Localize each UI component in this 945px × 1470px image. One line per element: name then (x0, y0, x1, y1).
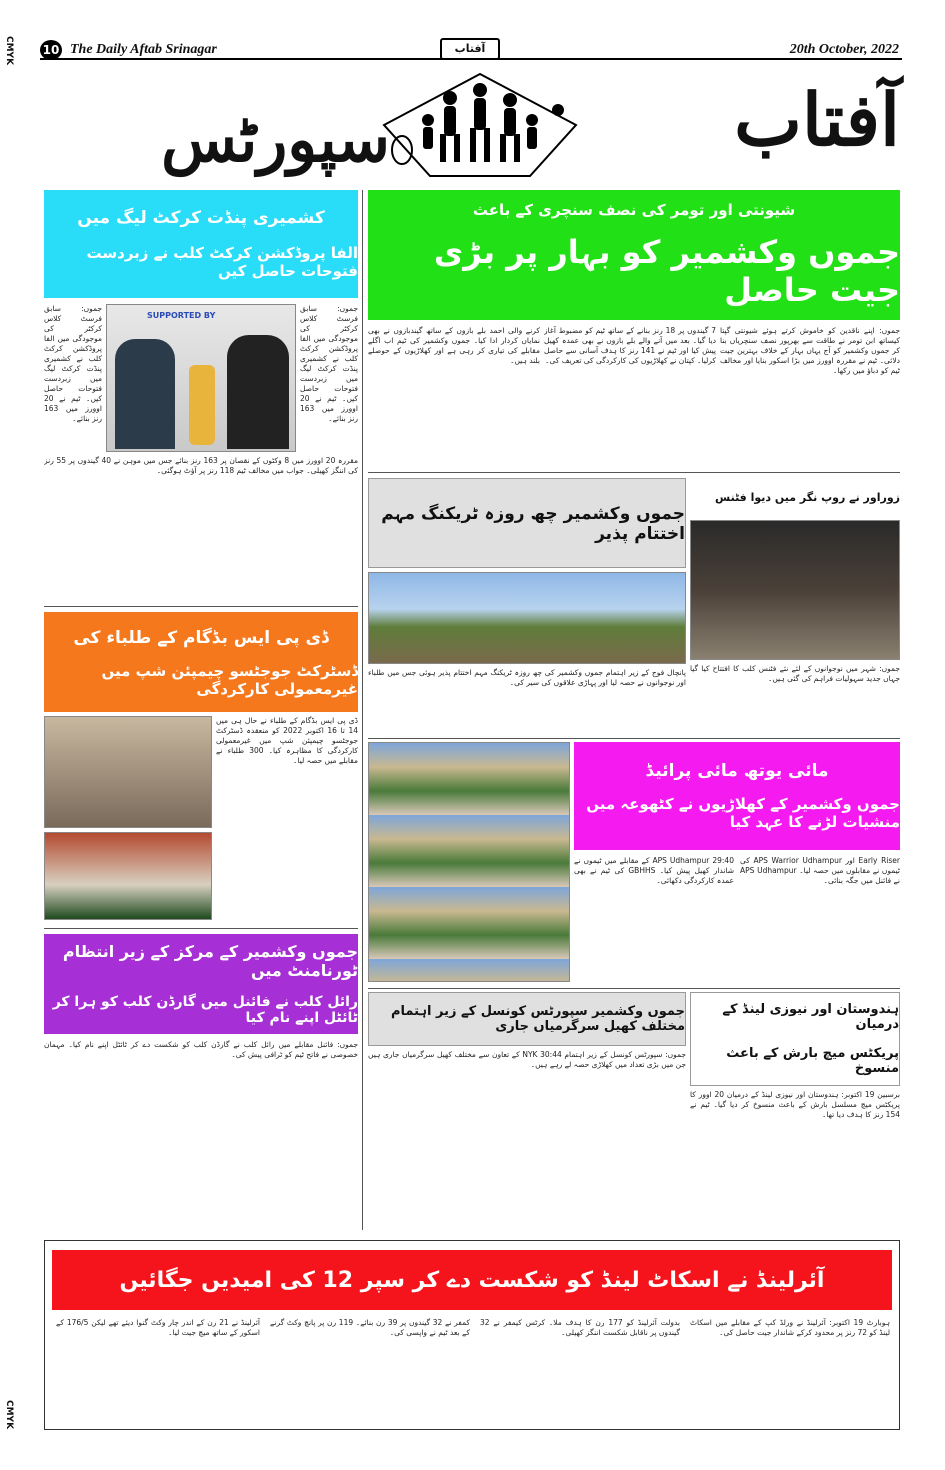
grey-headline: جموں وکشمیر سپورٹس کونسل کے زیر اہتمام مختلف کھیل سرگرمیاں جاری (390, 1004, 685, 1034)
fitness-headline: زوراور نے روپ نگر میں دیوا فٹنس (715, 491, 900, 504)
bottom-column-2: بدولت آئرلینڈ کو 177 رن کا ہدف ملا۔ کرٹس کیمفر نے 32 گیندوں پر ناقابل شکست اننگز کھیلی۔ (480, 1318, 680, 1337)
cyan-column-3: مقررہ 20 اوورز میں 8 وکٹوں کے نقصان پر 163 رنز بنائے جس میں موہن نے 40 گیندوں پر 55 رنز کی اننگز کھیلی۔ جواب میں مخالف ٹیم 118 رنز پر آؤٹ ہوگئی۔ (44, 456, 358, 475)
lead-column-2: 7 گیندوں پر 18 رنز بنانے کے ساتھ ٹیم کو مضبوط آغاز دیا گیا۔ بعد میں آنے والے بلے بازوں نے بھی عمدہ کھیل پیش کیا اور ٹیم نے 141 رنز کا ہدف آسانی سے حاصل کرلیا۔ کپتان نے کھلاڑیوں کی کارکردگی کی تعریف کی۔ (544, 326, 716, 365)
orange-headline-1: ڈی پی ایس بڈگام کے طلباء کی (73, 627, 329, 648)
section-divider (44, 606, 358, 607)
section-divider (368, 738, 900, 739)
publication-name: The Daily Aftab Srinagar (70, 42, 217, 57)
trophy-shape (189, 365, 215, 445)
fitness-group-photo (690, 520, 900, 660)
cyan-story-photo (106, 304, 296, 452)
bottom-column-1: ہوبارٹ 19 اکتوبر: آئرلینڈ نے ورلڈ کپ کے مقابلے میں اسکاٹ لینڈ کو 72 رنز پر محدود کرکے شاندار جیت حاصل کی۔ (690, 1318, 890, 1337)
india-nz-body: برسبین 19 اکتوبر: ہندوستان اور نیوزی لینڈ کے درمیان 20 اوور کا پریکٹس میچ مسلسل بارش کے باعث منسوخ کر دیا گیا۔ ٹیم نے 154 رنز کا ہدف دیا تھا۔ (690, 1090, 900, 1119)
trekking-headline-band (368, 478, 686, 568)
bottom-column-4: آئرلینڈ نے 21 رن کے اندر چار وکٹ گنوا دیئے تھے لیکن 176/5 کے اسکور کے ساتھ میچ جیت لیا۔ (56, 1318, 260, 1337)
lead-kicker: شیونتی اور تومر کی نصف سنچری کے باعث (472, 201, 796, 219)
magenta-headline-band (574, 742, 900, 850)
orange-headline-2: ڈسٹرکٹ جوجٹسو چیمپئن شپ میں غیرمعمولی کارکردگی (101, 661, 358, 698)
cyan-column-1: جموں: سابق فرسٹ کلاس کرکٹر کی موجودگی میں الفا پروڈکشن کرکٹ کلب نے کشمیری پنڈت کرکٹ لیگ میں زبردست فتوحات حاصل کیں۔ ٹیم نے 20 اوورز میں 163 رنز بنائے۔ (300, 304, 358, 423)
purple-headline-2: رائل کلب نے فائنل میں گارڈن کلب کو ہرا کر ٹائٹل اپنے نام کیا (52, 994, 358, 1026)
magenta-column-1: 29:40 APS Udhampur کے مقابلے میں ٹیموں نے شاندار کھیل پیش کیا۔ GBHHS کی ٹیم نے بھی عمدہ کارکردگی دکھائی۔ (574, 856, 734, 885)
masthead-title-right: آفتاب (734, 77, 900, 162)
purple-body: جموں: فائنل مقابلے میں رائل کلب نے گارڈن کلب کو شکست دے کر ٹائٹل اپنے نام کیا۔ مہمان خصوصی نے فاتح ٹیم کو ٹرافی پیش کی۔ (44, 1040, 358, 1059)
sports-emblem (380, 70, 580, 180)
person-figure-left (115, 339, 175, 449)
cyan-headline-1: کشمیری پنڈت کرکٹ لیگ میں (77, 208, 325, 228)
lead-column-3: کرنے والی احمد بلے بازوں کے ساتھ گیندبازوں نے بھی نمایاں کردار ادا کیا۔ جموں وکشمیر کی ٹیم اب اگلے مقابلے کی تیاری کر رہی ہے اور کھلاڑیوں کے حوصلے بلند ہیں۔ (368, 326, 540, 365)
purple-headline-1: جموں وکشمیر کے مرکز کے زیر انتظام ٹورنامنٹ میں (62, 942, 358, 980)
masthead-title-left: سپورٹس (161, 103, 390, 176)
india-nz-headline-box (690, 992, 900, 1086)
orange-body: ڈی پی ایس بڈگام کے طلباء نے حال ہی میں 14 تا 16 اکتوبر 2022 کو منعقدہ ڈسٹرکٹ جوجٹسو چیمپئن شپ میں غیرمعمولی کارکردگی کا مظاہرہ کیا۔ 300 طلباء نے مقابلے میں حصہ لیا۔ (216, 716, 358, 765)
photo-banner-text: SUPPORTED BY (147, 311, 216, 320)
magenta-headline-2: جموں وکشمیر کے کھلاڑیوں نے کٹھوعہ میں منشیات لڑنے کا عہد کیا (586, 795, 900, 831)
section-divider (368, 472, 900, 473)
cyan-column-2: جموں: سابق فرسٹ کلاس کرکٹر کی موجودگی میں الفا پروڈکشن کرکٹ کلب نے کشمیری پنڈت کرکٹ لیگ میں زبردست فتوحات حاصل کیں۔ ٹیم نے 20 اوورز میں 163 رنز بنائے۔ (44, 304, 102, 423)
india-nz-headline-2: پریکٹس میچ بارش کے باعث منسوخ (726, 1046, 899, 1076)
page-number: 10 (40, 40, 62, 60)
purple-headline-band (44, 934, 358, 1034)
india-nz-headline-1: ہندوستان اور نیوزی لینڈ کے درمیان (722, 1002, 899, 1032)
grey-body: جموں: سپورٹس کونسل کے زیر اہتمام 30:44 NYK کے تعاون سے مختلف کھیل سرگرمیاں جاری ہیں جن میں بڑی تعداد میں کھلاڑی حصہ لے رہے ہیں۔ (368, 1050, 686, 1069)
magenta-column-2: Early Riser اور APS Warrior Udhampur کی ٹیموں نے مقابلوں میں حصہ لیا۔ APS Udhampur نے فائنل میں جگہ بنائی۔ (740, 856, 900, 885)
publication-logo: آفتاب (440, 38, 500, 60)
section-divider (44, 928, 358, 929)
trekking-body: پانچال فوج کے زیر اہتمام جموں وکشمیر کی چھ روزہ ٹریکنگ مہم اختتام پذیر ہوئی جس میں طلباء اور نوجوانوں نے حصہ لیا اور پہاڑی علاقوں کی سیر کی۔ (368, 668, 686, 687)
date-line: 20th October, 2022 (789, 42, 899, 57)
person-figure-right (227, 335, 289, 449)
bottom-headline: آئرلینڈ نے اسکاٹ لینڈ کو شکست دے کر سپر 12 کی امیدیں جگائیں (119, 1267, 825, 1293)
fitness-body: جموں: شہر میں نوجوانوں کے لئے نئے فٹنس کلب کا افتتاح کیا گیا جہاں جدید سہولیات فراہم کی گئی ہیں۔ (690, 664, 900, 683)
lead-headline-band (368, 190, 900, 320)
column-divider (362, 190, 363, 1230)
orange-photo-2 (44, 832, 212, 920)
bottom-column-3: کمفر نے 32 گیندوں پر 39 رن بنائے۔ 119 رن پر پانچ وکٹ گرنے کے بعد ٹیم نے واپسی کی۔ (270, 1318, 470, 1337)
trekking-group-photo (368, 572, 686, 664)
bottom-headline-band (52, 1250, 892, 1310)
cmyk-mark-bottom: CMYK (4, 1400, 14, 1430)
trekking-headline: جموں وکشمیر چھ روزہ ٹریکنگ مہم اختتام پذیر (381, 503, 685, 544)
orange-headline-band (44, 612, 358, 712)
cyan-headline-band (44, 190, 358, 298)
cyan-headline-2: الفا پروڈکشن کرکٹ کلب نے زبردست فتوحات حاصل کیں (86, 244, 358, 280)
section-divider (368, 988, 900, 989)
grey-headline-band (368, 992, 686, 1046)
magenta-photo-collage (368, 742, 570, 982)
magenta-headline-1: مائی یوتھ مائی پرائیڈ (645, 761, 829, 781)
lead-column-1: جموں: اپنے ناقدین کو خاموش کرتے ہوئے شیونتی گپتا کیساتھ ابن تومر نے طاقت سے بھرپور نصف سنچریاں بنا کر جموں وکشمیر کو آج یہاں بہار کے خلاف بہترین جیت دلائی۔ ٹیم نے مقررہ اوورز میں بڑا اسکور بنایا اور مخالف ٹیم کو دباؤ میں رکھا۔ (720, 326, 900, 375)
orange-photo-1 (44, 716, 212, 828)
cmyk-mark-top: CMYK (4, 36, 14, 66)
lead-headline: جموں وکشمیر کو بہار پر بڑی جیت حاصل (433, 233, 900, 309)
